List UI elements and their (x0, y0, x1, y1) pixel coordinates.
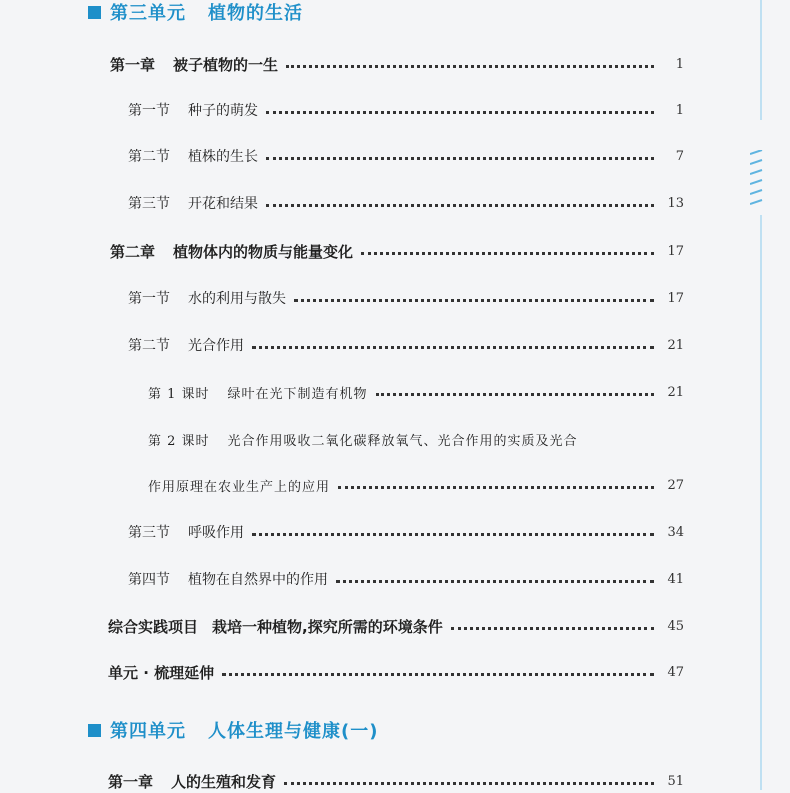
entry-label: 第二章 (110, 242, 156, 261)
unit-number: 第三单元 (110, 3, 186, 24)
page-number: 1 (675, 56, 684, 72)
toc-entry-section[interactable] (128, 567, 684, 591)
toc-entry-chapter[interactable] (110, 52, 684, 76)
dot-leader (336, 580, 654, 583)
dot-leader (266, 157, 654, 160)
entry-title: 被子植物的一生 (173, 55, 279, 74)
toc-entry-section[interactable] (128, 98, 684, 122)
entry-label: 第 2 课时 (148, 433, 210, 449)
toc-entry-lesson[interactable] (148, 380, 684, 404)
page-number: 21 (667, 337, 684, 353)
toc-entry-lesson-first-line[interactable] (148, 427, 684, 451)
dot-leader (361, 252, 654, 255)
dot-leader (451, 627, 654, 630)
page-number: 1 (675, 102, 684, 118)
page-number: 47 (667, 664, 684, 680)
toc-entry-section[interactable] (128, 191, 684, 215)
toc-entry-section[interactable] (128, 286, 684, 310)
unit-number: 第四单元 (110, 721, 186, 742)
dot-leader (266, 111, 654, 114)
dot-leader (252, 533, 654, 536)
unit-title: 人体生理与健康(一) (208, 721, 379, 742)
decorative-stripes-icon (750, 150, 764, 212)
entry-label: 第一节 (128, 103, 170, 119)
toc-entry-section[interactable] (128, 144, 684, 168)
dot-leader (266, 204, 654, 207)
entry-title: 绿叶在光下制造有机物 (227, 386, 368, 402)
entry-title: 人的生殖和发育 (171, 772, 277, 791)
page-number: 34 (667, 524, 684, 540)
page-border-line (760, 0, 762, 120)
entry-label: 第四节 (128, 572, 170, 588)
page-number: 17 (667, 243, 684, 259)
entry-label: 综合实践项目 (108, 617, 199, 636)
page-number: 27 (667, 477, 684, 493)
entry-title: 植株的生长 (188, 149, 258, 165)
unit-title: 植物的生活 (208, 3, 303, 24)
page-number: 7 (675, 148, 684, 164)
entry-title: 呼吸作用 (188, 525, 244, 541)
dot-leader (286, 65, 654, 68)
unit-square-icon (88, 6, 101, 19)
page-number: 21 (667, 384, 684, 400)
toc-entry-chapter[interactable] (110, 239, 684, 263)
unit-square-icon (88, 724, 101, 737)
unit-header (88, 716, 378, 744)
dot-leader (376, 393, 654, 396)
entry-label: 第一节 (128, 291, 170, 307)
entry-label: 单元 · 梳理延伸 (108, 663, 215, 682)
entry-title: 种子的萌发 (188, 103, 258, 119)
entry-label: 第三节 (128, 525, 170, 541)
entry-label: 第一章 (110, 55, 156, 74)
page-number: 51 (667, 773, 684, 789)
toc-entry-section[interactable] (128, 333, 684, 357)
toc-entry-chapter[interactable] (108, 769, 684, 793)
entry-title: 植物在自然界中的作用 (188, 572, 328, 588)
dot-leader (338, 486, 654, 489)
entry-label: 第 1 课时 (148, 386, 210, 402)
entry-label: 第二节 (128, 149, 170, 165)
page-number: 41 (667, 571, 684, 587)
entry-title-continuation: 作用原理在农业生产上的应用 (148, 479, 331, 495)
entry-title: 开花和结果 (188, 196, 258, 212)
entry-label: 第二节 (128, 338, 170, 354)
entry-title: 栽培一种植物,探究所需的环境条件 (212, 617, 443, 636)
dot-leader (284, 782, 654, 785)
toc-entry-project[interactable] (108, 614, 684, 638)
unit-header (88, 0, 303, 26)
entry-title: 水的利用与散失 (188, 291, 286, 307)
entry-label: 第三节 (128, 196, 170, 212)
entry-title: 植物体内的物质与能量变化 (173, 242, 354, 261)
entry-title: 光合作用 (188, 338, 244, 354)
page-number: 17 (667, 290, 684, 306)
dot-leader (222, 673, 654, 676)
toc-entry-unit-review[interactable] (108, 660, 684, 684)
entry-label: 第一章 (108, 772, 154, 791)
toc-entry-section[interactable] (128, 520, 684, 544)
page-border-line (760, 215, 762, 790)
dot-leader (252, 346, 654, 349)
page-number: 13 (667, 195, 684, 211)
dot-leader (294, 299, 654, 302)
page-number: 45 (667, 618, 684, 634)
toc-entry-lesson[interactable] (148, 473, 684, 497)
entry-title: 光合作用吸收二氧化碳释放氧气、光合作用的实质及光合 (227, 433, 578, 449)
